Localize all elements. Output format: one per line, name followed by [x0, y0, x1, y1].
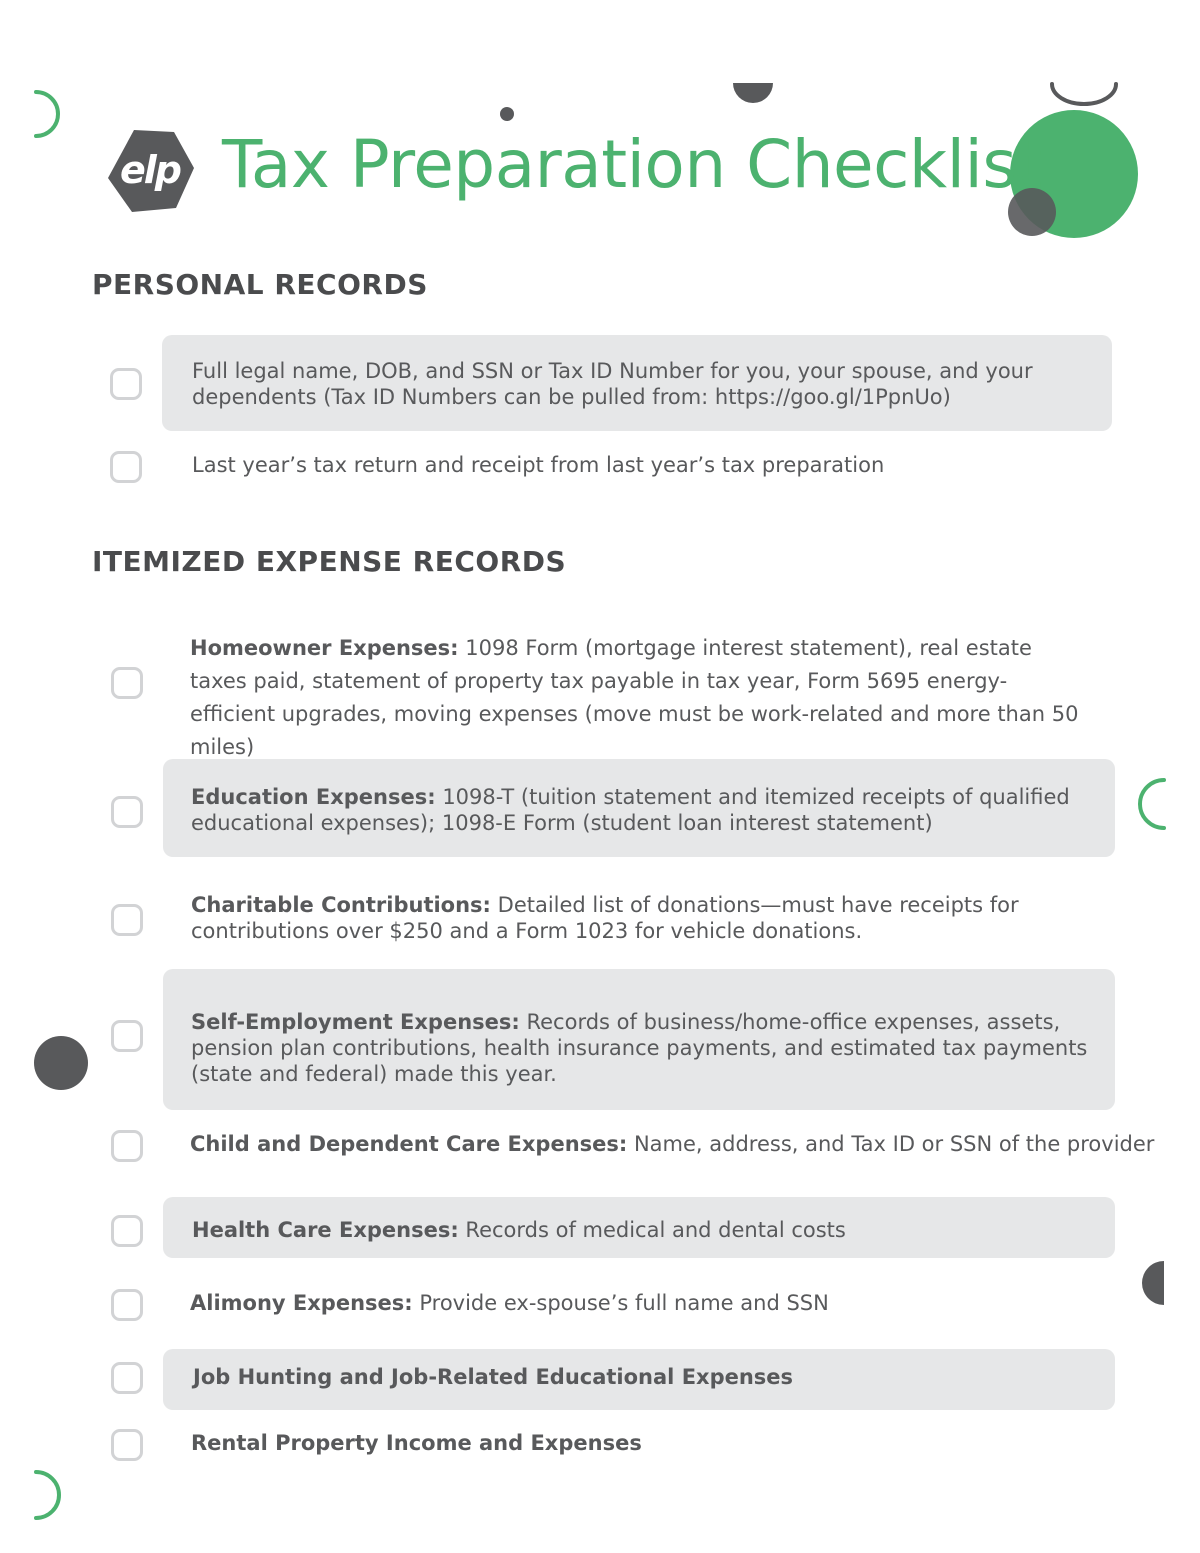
- item-description: Last year’s tax return and receipt from last year’s tax preparation: [192, 453, 885, 477]
- checkbox-rental-property[interactable]: [111, 1429, 143, 1461]
- checkbox-last-year-return[interactable]: [110, 451, 142, 483]
- item-description: Name, address, and Tax ID or SSN of the provider: [627, 1132, 1155, 1156]
- item-label: Alimony Expenses:: [190, 1291, 413, 1315]
- decorative-arc-right: [1132, 776, 1168, 834]
- item-description: 1098-T (tuition statement and itemized receipts of qualified educational expenses); 1098-E Form (student loan interest statement): [191, 785, 1070, 835]
- item-label: Education Expenses:: [191, 785, 436, 809]
- checkbox-charitable-contributions[interactable]: [111, 904, 143, 936]
- item-description: Records of medical and dental costs: [458, 1218, 846, 1242]
- checkbox-education-expenses[interactable]: [111, 796, 143, 828]
- checkbox-personal-id[interactable]: [110, 368, 142, 400]
- checklist-item-charitable-contributions: [191, 892, 1091, 944]
- decorative-half-circle-top: [732, 82, 774, 108]
- checklist-item-homeowner-expenses: [190, 632, 1090, 764]
- checklist-item-job-hunting-expenses: [193, 1364, 1093, 1390]
- decorative-arc-bottom-left: [28, 1468, 62, 1526]
- item-description: Records of business/home-office expenses, assets, pension plan contributions, health insurance payments, and estimated tax payments (state and federal) made this year.: [191, 1010, 1088, 1086]
- item-label: Rental Property Income and Expenses: [191, 1431, 642, 1455]
- checkbox-homeowner-expenses[interactable]: [111, 667, 143, 699]
- section-heading-itemized-expenses: ITEMIZED EXPENSE RECORDS: [92, 545, 567, 578]
- item-description: Detailed list of donations—must have receipts for contributions over $250 and a Form 1023 for vehicle donations.: [191, 893, 1019, 943]
- checklist-item-child-care-expenses: [190, 1131, 1160, 1157]
- item-label: Health Care Expenses:: [192, 1218, 459, 1242]
- item-label: Job Hunting and Job-Related Educational Expenses: [193, 1365, 794, 1389]
- checklist-item-education-expenses: [191, 784, 1091, 836]
- checklist-item-health-care-expenses: [192, 1217, 1092, 1243]
- checklist-item-last-year-return: [192, 452, 1092, 478]
- checklist-item-alimony-expenses: [190, 1290, 1090, 1316]
- section-heading-personal-records: PERSONAL RECORDS: [92, 268, 428, 301]
- decorative-dot-left: [32, 1034, 90, 1092]
- item-description: Provide ex-spouse’s full name and SSN: [412, 1291, 829, 1315]
- page-title: Tax Preparation Checklist: [222, 126, 1042, 203]
- item-label: Charitable Contributions:: [191, 893, 491, 917]
- checklist-item-personal-id: [192, 358, 1092, 410]
- checkbox-self-employment-expenses[interactable]: [111, 1020, 143, 1052]
- item-description: 1098 Form (mortgage interest statement), real estate taxes paid, statement of property tax payable in tax year, Form 5695 energy-efficient upgrades, moving expenses (move must be work-related and more than 50 miles): [190, 636, 1079, 759]
- checkbox-job-hunting-expenses[interactable]: [111, 1362, 143, 1394]
- item-label: Self-Employment Expenses:: [191, 1010, 520, 1034]
- item-description: Full legal name, DOB, and SSN or Tax ID Number for you, your spouse, and your dependents (Tax ID Numbers can be pulled from: https://goo.gl/1PpnUo): [192, 359, 1033, 409]
- checklist-item-self-employment-expenses: [191, 1009, 1096, 1087]
- decorative-arc-top-left: [28, 86, 68, 144]
- checkbox-alimony-expenses[interactable]: [111, 1289, 143, 1321]
- decorative-dot-small: [499, 106, 515, 122]
- decorative-arc-top-right: [1048, 82, 1120, 108]
- checkbox-child-care-expenses[interactable]: [111, 1130, 143, 1162]
- item-label: Homeowner Expenses:: [190, 636, 459, 660]
- decorative-dot-right: [1124, 1260, 1168, 1306]
- checkbox-health-care-expenses[interactable]: [111, 1215, 143, 1247]
- checklist-item-rental-property: [191, 1430, 1091, 1456]
- logo-text: elp: [120, 148, 180, 192]
- item-label: Child and Dependent Care Expenses:: [190, 1132, 628, 1156]
- elp-logo: [104, 126, 196, 218]
